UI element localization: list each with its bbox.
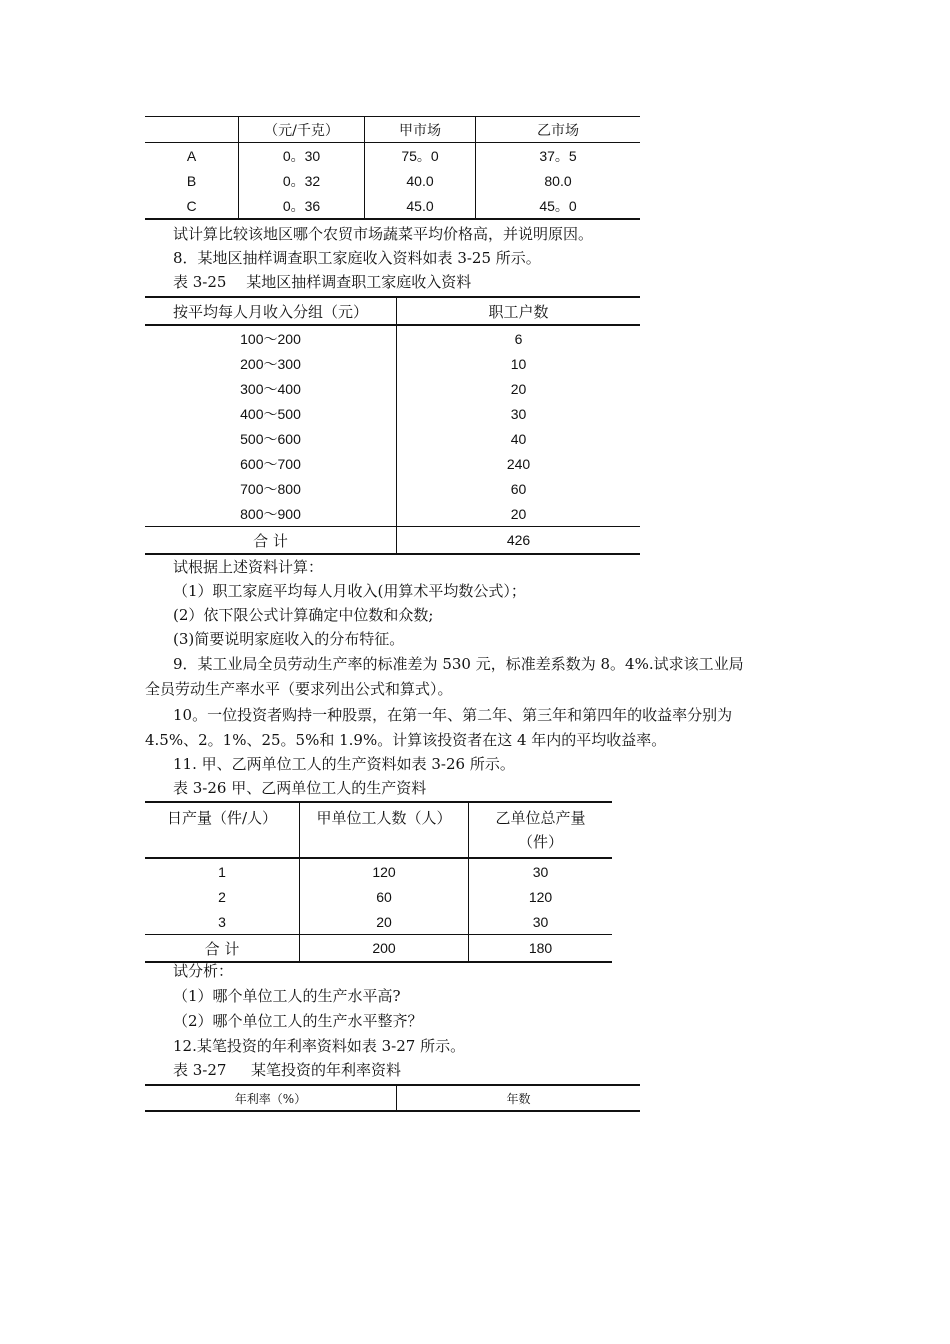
table-cell: 60	[397, 476, 641, 501]
table-cell: 500～600	[240, 430, 301, 447]
table-caption: 表 3-26 甲、乙两单位工人的生产资料	[173, 779, 427, 797]
question-text: 试根据上述资料计算：	[173, 558, 324, 576]
table-cell: 180	[469, 935, 613, 963]
table-header-cell: 按平均每人月收入分组（元）	[145, 297, 397, 325]
question-text: 12.某笔投资的年利率资料如表 3-27 所示。	[173, 1037, 466, 1055]
table-header-cell: 乙市场	[476, 117, 641, 143]
table-cell: B	[186, 172, 197, 189]
table-cell: 1	[218, 863, 226, 880]
table-cell: 37。5	[476, 143, 641, 169]
table-row	[145, 884, 612, 909]
table-row	[145, 143, 640, 169]
table-caption: 表 3-25 某地区抽样调查职工家庭收入资料	[173, 273, 472, 291]
question-text: 试分析：	[173, 962, 234, 980]
table-row	[145, 909, 612, 935]
table-header-line: 乙单位总产量	[495, 809, 586, 827]
table-row	[145, 451, 640, 476]
table-cell: 0。36	[239, 193, 365, 219]
table-cell: 10	[397, 351, 641, 376]
price-table	[145, 116, 640, 220]
table-cell: 30	[469, 909, 613, 935]
table-cell: 6	[397, 325, 641, 351]
question-text: 全员劳动生产率水平（要求列出公式和算式）。	[145, 680, 453, 698]
table-cell: C	[145, 193, 239, 219]
table-header-cell	[145, 117, 239, 143]
table-cell: 300～400	[240, 380, 301, 397]
question-text: （2）哪个单位工人的生产水平整齐？	[173, 1012, 423, 1030]
table-cell: 20	[397, 376, 641, 401]
table-cell: 240	[397, 451, 641, 476]
table-header-cell: 日产量（件/人）	[145, 802, 300, 858]
table-cell: 426	[397, 527, 641, 555]
table-header-cell: 甲单位工人数（人）	[300, 802, 469, 858]
table-total-row	[145, 527, 640, 555]
table-header-cell	[469, 802, 613, 858]
table-cell: 2	[218, 888, 226, 905]
income-table	[145, 296, 640, 555]
table-cell: 800～900	[240, 505, 301, 522]
table-cell: 120	[300, 858, 469, 884]
table-header-cell: 年数	[397, 1085, 641, 1111]
table-cell: 200～300	[240, 355, 301, 372]
question-text: (3)简要说明家庭收入的分布特征。	[173, 630, 405, 648]
table-cell: 120	[469, 884, 613, 909]
question-text: (2）依下限公式计算确定中位数和众数;	[173, 606, 434, 624]
question-text: 试计算比较该地区哪个农贸市场蔬菜平均价格高，并说明原因。	[173, 225, 594, 243]
production-table	[145, 801, 612, 963]
table-cell: 45。0	[476, 193, 641, 219]
table-header-cell: 职工户数	[397, 297, 641, 325]
table-cell: A	[145, 143, 239, 169]
question-text: （1）职工家庭平均每人月收入(用算术平均数公式）；	[173, 582, 526, 600]
table-cell: 20	[300, 909, 469, 935]
table-cell: 75。0	[365, 143, 476, 169]
table-header-cell: 甲市场	[365, 117, 476, 143]
question-text: 11. 甲、乙两单位工人的生产资料如表 3-26 所示。	[173, 755, 515, 773]
table-cell: 合 计	[145, 527, 397, 555]
question-text: 4.5%、2。1%、25。5%和 1.9%。计算该投资者在这 4 年内的平均收益率。	[145, 731, 667, 749]
interest-table	[145, 1084, 640, 1112]
table-row	[145, 476, 640, 501]
table-cell: 40.0	[365, 168, 476, 193]
table-row	[145, 426, 640, 451]
table-cell: 60	[300, 884, 469, 909]
table-cell: 600～700	[240, 455, 301, 472]
table-header-cell: （元/千克）	[239, 117, 365, 143]
table-cell: 100～200	[240, 330, 301, 347]
table-cell: 200	[300, 935, 469, 963]
table-row	[145, 376, 640, 401]
table-row	[145, 501, 640, 527]
table-row	[145, 858, 612, 884]
table-cell: 40	[397, 426, 641, 451]
table-cell: 45.0	[365, 193, 476, 219]
table-cell: 0。32	[239, 168, 365, 193]
table-cell: 20	[397, 501, 641, 527]
table-header-line: （件）	[517, 833, 563, 851]
question-text: （1）哪个单位工人的生产水平高?	[173, 987, 401, 1005]
table-caption: 表 3-27 某笔投资的年利率资料	[173, 1061, 402, 1079]
table-row	[145, 401, 640, 426]
table-header-cell: 年利率（%）	[145, 1085, 397, 1111]
table-row	[145, 168, 640, 193]
question-text: 10。一位投资者购持一种股票，在第一年、第二年、第三年和第四年的收益率分别为	[173, 706, 733, 724]
table-cell: 80.0	[476, 168, 641, 193]
question-text: 8．某地区抽样调查职工家庭收入资料如表 3-25 所示。	[173, 249, 541, 267]
table-cell: 30	[469, 858, 613, 884]
question-text: 9．某工业局全员劳动生产率的标准差为 530 元，标准差系数为 8。4%.试求该工业局	[173, 655, 744, 673]
table-cell: 0。30	[239, 143, 365, 169]
table-cell: 3	[218, 913, 226, 930]
table-cell: 400～500	[240, 405, 301, 422]
table-cell: 700～800	[240, 480, 301, 497]
table-cell: 30	[397, 401, 641, 426]
table-total-row	[145, 935, 612, 963]
table-row	[145, 325, 640, 351]
table-row	[145, 193, 640, 219]
table-row	[145, 351, 640, 376]
table-cell: 合 计	[145, 935, 300, 963]
